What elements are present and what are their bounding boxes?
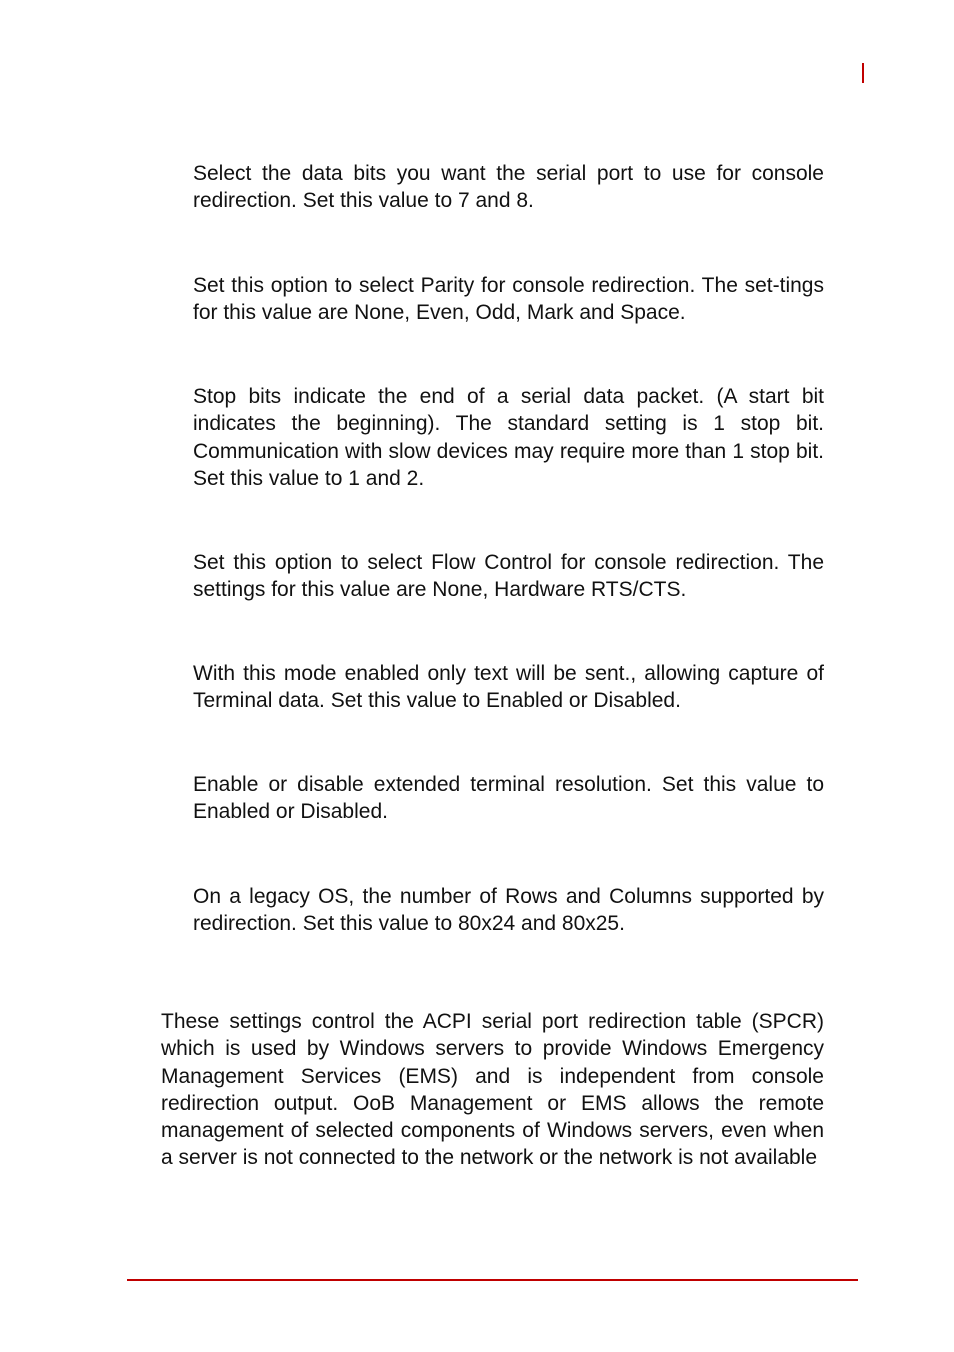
parity-description: Set this option to select Parity for console redirection. The set-tings for this value are None, Even, Odd, Mark and Space. <box>193 274 824 325</box>
header-accent-mark <box>862 63 864 83</box>
recorder-mode-description: With this mode enabled only text will be sent., allowing capture of Terminal data. Set this value to Enabled or Disabled. <box>193 662 824 713</box>
flow-control-description: Set this option to select Flow Control for console redirection. The settings for this value are None, Hardware RTS/CTS. <box>193 551 824 602</box>
resolution-description: Enable or disable extended terminal resolution. Set this value to Enabled or Disabled. <box>193 773 824 824</box>
footer-rule <box>127 1279 858 1281</box>
spcr-section-description: These settings control the ACPI serial port redirection table (SPCR) which is used by Windows servers to provide Windows Emergency Management Services (EMS) and is independent from console redirection output. OoB Management or EMS allows the remote management of selected components of Windows servers, even when a server is not connected to the network or the network is not available <box>161 1010 824 1170</box>
legacy-os-redirection-description: On a legacy OS, the number of Rows and Columns supported by redirection. Set this value to 80x24 and 80x25. <box>193 885 824 936</box>
stop-bits-description: Stop bits indicate the end of a serial data packet. (A start bit indicates the beginning). The standard setting is 1 stop bit. Communication with slow devices may require more than 1 stop bit. Set this value to 1 and 2. <box>193 385 824 490</box>
data-bits-description: Select the data bits you want the serial port to use for console redirection. Set this value to 7 and 8. <box>193 162 824 213</box>
